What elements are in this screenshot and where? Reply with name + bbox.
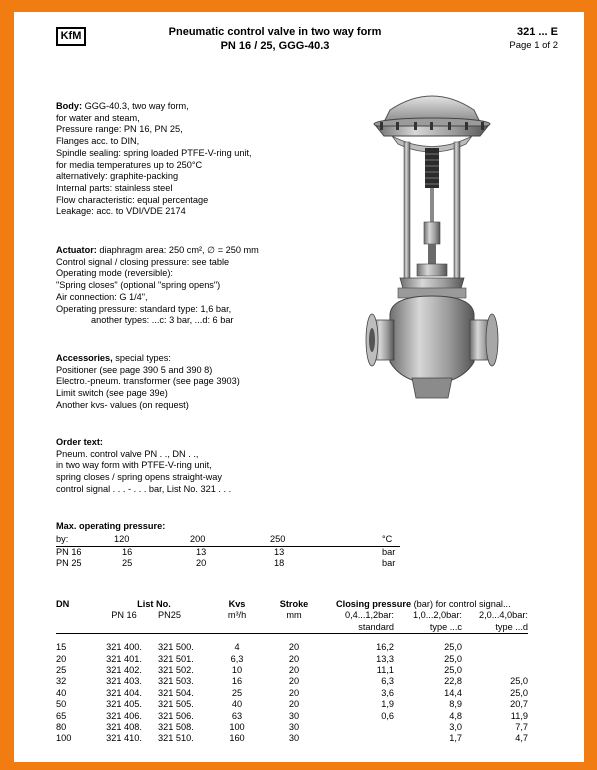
max-pressure-heading: Max. operating pressure: [56,521,166,531]
table-cell: 40 [231,699,243,710]
text-line: Flanges acc. to DIN, [56,136,140,147]
cell: bar [382,558,396,569]
table-cell: 321 500. [158,642,194,653]
actuator-heading: Actuator: [56,245,97,255]
text-line: Pressure range: PN 16, PN 25, [56,124,183,135]
header-cell: 0,4...1,2bar: [344,610,394,621]
order-heading: Order text: [56,437,103,447]
table-cell: 3,6 [381,687,394,698]
text-line: Electro.-pneum. transformer (see page 3903) [56,376,240,387]
text-line: Limit switch (see page 39e) [56,388,168,399]
control-valve-image [362,82,502,414]
table-cell [326,733,394,744]
header-cell: 2,0...4,0bar: [478,610,528,621]
col-stroke-header: Stroke [279,599,309,609]
table-row [56,699,528,710]
header-cell: m³/h [227,610,247,621]
title-line-2: PN 16 / 25, GGG-40.3 [220,40,330,52]
text-line: Positioner (see page 390 5 and 390 8) [56,364,213,375]
table-cell: 321 503. [158,676,194,687]
dn-header-row-3 [56,622,528,634]
body-first-line: GGG-40.3, two way form, [82,101,189,111]
closing-pressure-label: Closing pressure [336,599,412,609]
table-cell: 20 [288,676,300,687]
actuator-section [56,245,259,327]
order-section [56,437,231,496]
table-cell: 25,0 [444,653,462,664]
table-cell: 25 [56,665,67,676]
cell: bar [382,546,396,557]
header-cell: 200 [190,534,206,544]
table-cell: 321 408. [106,722,142,733]
header-cell: 120 [114,534,130,544]
accessories-first-line: special types: [112,353,171,363]
cell: 13 [274,546,285,557]
table-cell: 14,4 [444,687,462,698]
col-list-no-header: List No. [137,599,171,609]
text-line: Operating mode (reversible): [56,268,173,279]
table-cell: 321 504. [158,687,194,698]
text-line: Internal parts: stainless steel [56,182,173,193]
table-cell: 3,0 [449,722,462,733]
table-cell: 321 506. [158,710,194,721]
table-cell: 30 [288,710,300,721]
table-cell: 321 402. [106,665,142,676]
cell: 18 [274,558,285,569]
table-cell: 20 [288,699,300,710]
table-cell: 321 406. [106,710,142,721]
table-cell: 10 [231,665,243,676]
header-cell: type ...d [495,621,528,632]
accessories-section [56,353,240,412]
header-cell: mm [286,610,302,621]
table-cell: 30 [288,733,300,744]
table-cell: 6,3 [230,653,244,664]
text-line: Air connection: G 1/4", [56,291,148,302]
table-cell: 13,3 [376,653,394,664]
table-cell: 321 404. [106,687,142,698]
table-row [56,676,528,687]
table-cell: 20 [288,665,300,676]
body-heading: Body: [56,101,83,111]
table-row [56,722,528,733]
body-section [56,101,252,218]
dn-header-row-2 [56,610,528,621]
cell: 16 [122,546,133,557]
table-cell: 32 [56,676,67,687]
table-cell: 0,6 [381,710,394,721]
table-row [56,711,528,722]
text-line: in two way form with PTFE-V-ring unit, [56,460,212,471]
text-line: Leakage: acc. to VDI/VDE 2174 [56,206,186,217]
header-cell: PN25 [158,610,181,621]
table-row [56,654,528,665]
header-cell: by: [56,534,69,544]
table-cell: 321 400. [106,642,142,653]
table-cell [462,665,528,676]
table-cell: 1,7 [449,733,462,744]
table-cell: 321 508. [158,722,194,733]
table-cell: 50 [56,699,67,710]
table-cell: 100 [56,733,72,744]
table-cell: 25,0 [510,676,528,687]
text-line: Another kvs- values (on request) [56,399,189,410]
cell: 25 [122,558,133,569]
table-cell: 20 [56,653,67,664]
table-cell: 8,9 [449,699,462,710]
table-cell: 321 410. [106,733,142,744]
header-cell: type ...c [429,621,462,632]
col-dn-header: DN [56,599,70,609]
table-cell: 20 [288,653,300,664]
table-cell [462,654,528,665]
table-cell [462,642,528,653]
dn-header-row-1 [56,599,528,610]
table-row [56,642,528,653]
table-cell: 7,7 [515,722,528,733]
table-cell: 16 [231,676,243,687]
table-cell: 11,9 [510,710,528,721]
table-cell: 100 [229,722,245,733]
table-cell: 22,8 [444,676,462,687]
table-cell: 321 405. [106,699,142,710]
table-cell: 20 [288,642,300,653]
table-cell [326,722,394,733]
cell: PN 25 [56,558,82,569]
table-row [56,665,528,676]
title-line-1: Pneumatic control valve in two way form [168,26,382,38]
cell: 13 [196,546,207,557]
text-line: for water and steam, [56,112,140,123]
table-cell: 25,0 [444,665,462,676]
table-cell: 321 502. [158,665,194,676]
table-cell: 63 [231,710,243,721]
table-cell: 6,3 [381,676,394,687]
cell: PN 16 [56,546,82,557]
max-pressure-row [56,558,400,570]
table-cell: 20 [288,687,300,698]
header-cell: 250 [270,534,286,544]
table-cell: 4 [234,642,240,653]
cell: 20 [196,558,207,569]
actuator-first-line: diaphragm area: 250 cm², ∅ = 250 mm [96,245,259,255]
text-line: Spindle sealing: spring loaded PTFE-V-ring unit, [56,147,252,158]
table-cell: 160 [229,733,245,744]
table-cell: 25,0 [510,687,528,698]
table-cell: 80 [56,722,67,733]
text-line: "Spring closes" (optional "spring opens") [56,280,221,291]
table-cell: 25,0 [444,642,462,653]
table-cell: 20,7 [510,699,528,710]
closing-pressure-suffix: (bar) for control signal... [411,599,511,609]
table-cell: 16,2 [376,642,394,653]
table-cell: 321 501. [158,653,194,664]
text-line: Pneum. control valve PN . ., DN . ., [56,448,199,459]
text-line: alternatively: graphite-packing [56,171,179,182]
table-cell: 321 505. [158,699,194,710]
table-cell: 321 401. [106,653,142,664]
table-cell: 25 [231,687,243,698]
document-number: 321 ... E [517,26,558,38]
table-cell: 321 403. [106,676,142,687]
document-title [150,25,400,53]
max-pressure-table [56,534,400,570]
text-line: for media temperatures up to 250°C [56,159,203,170]
text-line: control signal . . . - . . . bar, List No. 321 . . . [56,483,232,494]
table-cell: 40 [56,687,67,698]
actuator-indent-line: another types: ...c: 3 bar, ...d: 6 bar [91,315,234,326]
table-cell: 30 [288,722,300,733]
text-line: spring closes / spring opens straight-way [56,472,222,483]
header-cell: 1,0...2,0bar: [412,610,462,621]
table-cell: 15 [56,642,67,653]
page-number: Page 1 of 2 [509,40,558,51]
max-pressure-row [56,546,400,558]
table-cell: 4,7 [515,733,528,744]
accessories-heading: Accessories, [56,353,113,363]
text-line: Flow characteristic: equal percentage [56,194,209,205]
company-logo: KfM [56,27,86,46]
header-cell: PN 16 [111,610,137,621]
table-row [56,688,528,699]
table-cell: 11,1 [376,665,394,676]
table-cell: 4,8 [449,710,462,721]
text-line: Operating pressure: standard type: 1,6 bar, [56,303,232,314]
table-row [56,733,528,744]
header-cell: standard [358,621,394,632]
text-line: Control signal / closing pressure: see table [56,256,230,267]
max-pressure-header-row [56,534,400,546]
table-cell: 1,9 [381,699,394,710]
dn-table [56,599,528,745]
table-cell: 321 510. [158,733,194,744]
table-cell: 65 [56,710,67,721]
col-closing-header [326,599,528,610]
header-cell: °C [382,534,393,544]
col-kvs-header: Kvs [228,599,246,609]
